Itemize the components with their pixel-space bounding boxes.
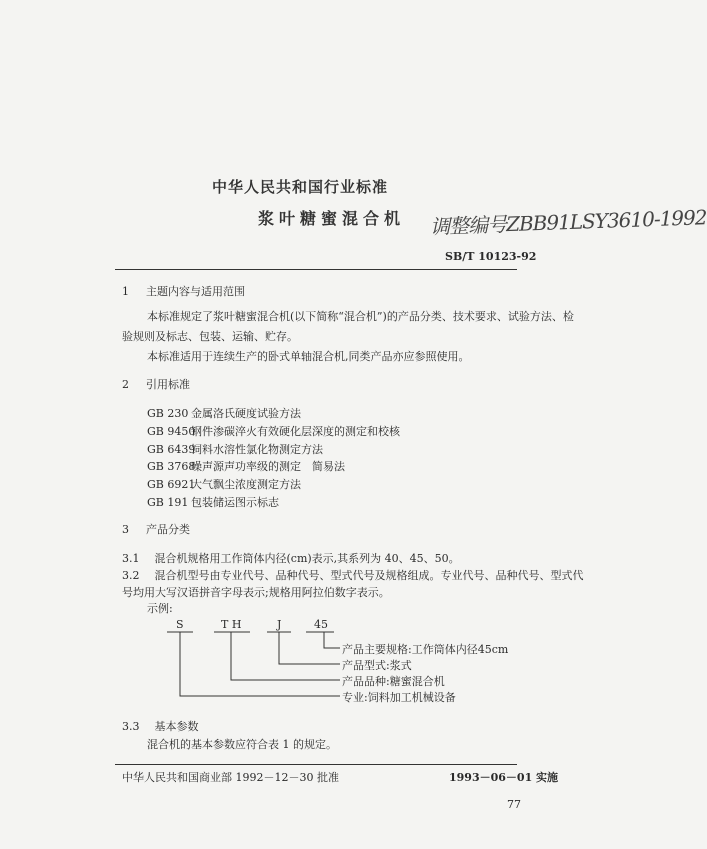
model-desc-specialty: 专业:饲料加工机械设备 [342, 691, 456, 704]
model-code-th: T H [221, 618, 242, 631]
section-1-para1-line2: 验规则及标志、包装、运输、贮存。 [122, 330, 298, 343]
model-desc-spec: 产品主要规格:工作筒体内径45cm [342, 643, 509, 656]
section-3-title: 产品分类 [146, 523, 190, 536]
reference-title: 包装储运图示标志 [191, 496, 279, 509]
page-number: 77 [507, 798, 521, 811]
clause-3-3-number: 3.3 [122, 720, 140, 733]
clause-3-2-number: 3.2 [122, 569, 140, 582]
reference-title: 金属洛氏硬度试验方法 [191, 407, 301, 420]
reference-code: GB 230 [147, 407, 189, 420]
clause-3-3-text: 混合机的基本参数应符合表 1 的规定。 [147, 738, 337, 751]
section-2-title: 引用标准 [146, 378, 190, 391]
reference-code: GB 9450 [147, 425, 196, 438]
clause-3-3-title: 基本参数 [154, 720, 199, 733]
connector-spec [324, 632, 340, 648]
handwritten-annotation: 调整编号ZBB91LSY3610-1992 [429, 205, 707, 239]
standard-number: SB/T 10123-92 [445, 250, 537, 263]
model-desc-variety: 产品品种:糖蜜混合机 [342, 675, 445, 688]
reference-title: 饲料水溶性氯化物测定方法 [191, 443, 323, 456]
reference-title: 大气飘尘浓度测定方法 [191, 478, 301, 491]
section-1-number: 1 [122, 285, 129, 298]
section-1-para1-line1: 本标准规定了浆叶糖蜜混合机(以下简称“混合机”)的产品分类、技术要求、试验方法、检 [147, 310, 574, 323]
model-desc-type: 产品型式:浆式 [342, 659, 412, 672]
reference-title: 噪声源声功率级的测定 简易法 [191, 460, 345, 473]
standard-category-title: 中华人民共和国行业标准 [211, 178, 388, 196]
footer-divider [115, 764, 517, 765]
model-code-j: J [277, 618, 282, 631]
model-code-s: S [176, 618, 184, 631]
model-code-spec: 45 [314, 618, 328, 631]
reference-code: GB 6921 [147, 478, 196, 491]
clause-3-3 [122, 717, 199, 737]
implementation-date: 1993－06－01 实施 [449, 771, 559, 784]
section-3-number: 3 [122, 523, 129, 536]
example-label: 示例: [147, 602, 173, 615]
section-2-number: 2 [122, 378, 129, 391]
clause-3-2-line1: 混合机型号由专业代号、品种代号、型式代号及规格组成。专业代号、品种代号、型式代 [154, 569, 584, 582]
clause-3-2-line2: 号均用大写汉语拼音字母表示;规格用阿拉伯数字表示。 [122, 586, 390, 599]
section-1-para2: 本标准适用于连续生产的卧式单轴混合机,同类产品亦应参照使用。 [147, 350, 470, 363]
document-title: 浆叶糖蜜混合机 [258, 209, 406, 228]
reference-code: GB 3768 [147, 460, 196, 473]
reference-title: 钢件渗碳淬火有效硬化层深度的测定和校核 [191, 425, 400, 438]
approval-line: 中华人民共和国商业部 1992－12－30 批准 [122, 771, 339, 784]
reference-code: GB 6439 [147, 443, 196, 456]
reference-code: GB 191 [147, 496, 189, 509]
clause-3-1-number: 3.1 [122, 552, 140, 565]
clause-3-1-text: 混合机规格用工作筒体内径(cm)表示,其系列为 40、45、50。 [154, 552, 460, 565]
section-1-title: 主题内容与适用范围 [146, 285, 245, 298]
